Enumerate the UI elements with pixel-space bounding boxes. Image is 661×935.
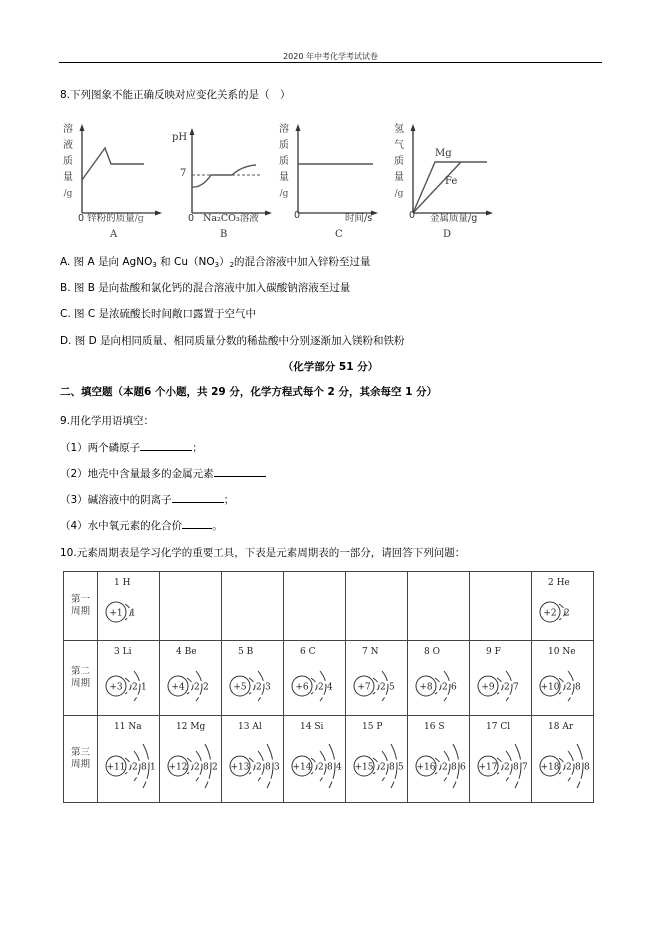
section-subtitle: （化学部分 51 分） bbox=[282, 361, 379, 373]
chart-b-x-arrow bbox=[265, 211, 272, 216]
shell-electron-count: 2 bbox=[132, 762, 138, 773]
shell-electron-count: 2 bbox=[318, 762, 324, 773]
element-cell bbox=[532, 716, 594, 803]
page-header-title: 2020 年中考化学考试试卷 bbox=[283, 52, 378, 61]
shell-electron-count: 6 bbox=[460, 762, 466, 773]
element-cell bbox=[98, 572, 160, 641]
atom-structure-diagram bbox=[408, 641, 470, 716]
nuclear-charge: +18 bbox=[540, 762, 560, 773]
element-cell bbox=[346, 716, 408, 803]
chart-c bbox=[278, 118, 388, 243]
element-cell bbox=[284, 716, 346, 803]
element-name: 4 Be bbox=[176, 647, 197, 657]
shell-electron-count: 7 bbox=[513, 682, 519, 693]
shell-electron-count: 2 bbox=[256, 762, 262, 773]
element-cell bbox=[470, 716, 532, 803]
shell-electron-count: 3 bbox=[265, 682, 271, 693]
atom-structure-diagram bbox=[408, 716, 470, 803]
element-name: 16 S bbox=[424, 722, 445, 732]
q8-option-b: B. 图 B 是向盐酸和氯化钙的混合溶液中加入碳酸钠溶液至过量 bbox=[60, 282, 351, 294]
chart-c-plot bbox=[278, 118, 388, 218]
element-cell bbox=[532, 641, 594, 716]
atom-structure-diagram bbox=[222, 641, 284, 716]
nuclear-charge: +4 bbox=[171, 682, 185, 693]
element-name: 9 F bbox=[486, 647, 501, 657]
atom-structure-diagram bbox=[284, 641, 346, 716]
chart-b-origin: 0 bbox=[188, 213, 195, 224]
chart-d-xlabel: 金属质量/g bbox=[430, 213, 478, 224]
chart-c-xlabel: 时间/s bbox=[345, 213, 373, 224]
shell-electron-count: 7 bbox=[522, 762, 528, 773]
shell-electron-count: 2 bbox=[194, 762, 200, 773]
shell-electron-count: 8 bbox=[584, 762, 590, 773]
chart-d-label-mg: Mg bbox=[435, 148, 452, 159]
empty-cell bbox=[284, 572, 346, 641]
chart-a-x-arrow bbox=[155, 211, 162, 216]
element-name: 8 O bbox=[424, 647, 440, 657]
shell-electron-count: 2 bbox=[504, 762, 510, 773]
element-name: 18 Ar bbox=[548, 722, 574, 732]
q9-item-1: （1）两个磷原子 ； bbox=[60, 442, 203, 454]
q9-item-4: （4）水中氧元素的化合价 。 bbox=[60, 520, 223, 532]
atom-structure-diagram bbox=[346, 716, 408, 803]
shell-electron-count: 2 bbox=[504, 682, 510, 693]
nuclear-charge: +14 bbox=[292, 762, 312, 773]
element-name: 3 Li bbox=[114, 647, 132, 657]
element-cell bbox=[98, 641, 160, 716]
chart-d-line-fe bbox=[413, 162, 461, 213]
element-cell bbox=[160, 716, 222, 803]
nuclear-charge: +11 bbox=[106, 762, 126, 773]
q8-option-c: C. 图 C 是浓硫酸长时间敞口露置于空气中 bbox=[60, 308, 257, 320]
nuclear-charge: +10 bbox=[540, 682, 560, 693]
q10-stem: 10.元素周期表是学习化学的重要工具，下表是元素周期表的一部分，请回答下列问题： bbox=[60, 547, 466, 559]
shell-electron-count: 4 bbox=[327, 682, 333, 693]
shell-electron-count: 3 bbox=[274, 762, 280, 773]
atom-structure-diagram bbox=[532, 716, 594, 803]
element-name: 7 N bbox=[362, 647, 379, 657]
shell-electron-count: 2 bbox=[442, 682, 448, 693]
period-row bbox=[64, 641, 594, 716]
period-row bbox=[64, 572, 594, 641]
shell-electron-count: 2 bbox=[256, 682, 262, 693]
element-name: 11 Na bbox=[114, 722, 142, 732]
shell-electron-count: 8 bbox=[327, 762, 333, 773]
element-name: 13 Al bbox=[238, 722, 262, 732]
chart-a-y-arrow bbox=[80, 124, 85, 131]
chart-a-line bbox=[82, 148, 144, 180]
empty-cell bbox=[160, 572, 222, 641]
element-name: 10 Ne bbox=[548, 647, 576, 657]
nuclear-charge: +1 bbox=[109, 608, 123, 619]
shell-electron-count: 2 bbox=[380, 682, 386, 693]
q8-stem: 8.下列图象不能正确反映对应变化关系的是（ ） bbox=[60, 89, 291, 101]
chart-c-ylabel: 溶 质 质 量 /g bbox=[279, 124, 289, 199]
answer-blank-2[interactable] bbox=[214, 466, 266, 477]
nuclear-charge: +13 bbox=[230, 762, 250, 773]
chart-d-caption: D bbox=[443, 229, 452, 240]
chart-d-y-arrow bbox=[411, 124, 416, 131]
q9-item-2: （2）地壳中含量最多的金属元素 bbox=[60, 466, 266, 481]
element-name: 17 Cl bbox=[486, 722, 511, 732]
answer-blank-1[interactable] bbox=[140, 440, 192, 451]
q8-option-a: A. 图 A 是向 AgNO$_3$ 和 $Cu(NO_3)_2$的混合溶液中加入锌粉至过量 bbox=[60, 256, 371, 269]
chart-b-ylabel: pH bbox=[172, 132, 188, 143]
answer-blank-4[interactable] bbox=[182, 518, 212, 529]
element-cell bbox=[408, 716, 470, 803]
shell-electron-count: 2 bbox=[132, 682, 138, 693]
element-name: 1 H bbox=[114, 578, 131, 588]
chart-c-y-arrow bbox=[296, 124, 301, 131]
atom-structure-diagram bbox=[284, 716, 346, 803]
element-cell bbox=[532, 572, 594, 641]
nuclear-charge: +15 bbox=[354, 762, 374, 773]
element-name: 6 C bbox=[300, 647, 316, 657]
nuclear-charge: +6 bbox=[295, 682, 309, 693]
nuclear-charge: +2 bbox=[543, 608, 557, 619]
shell-electron-count: 2 bbox=[442, 762, 448, 773]
shell-electron-count: 2 bbox=[380, 762, 386, 773]
nuclear-charge: +9 bbox=[481, 682, 495, 693]
atom-structure-diagram bbox=[98, 716, 160, 803]
empty-cell bbox=[408, 572, 470, 641]
shell-electron-count: 2 bbox=[203, 682, 209, 693]
element-cell bbox=[160, 641, 222, 716]
shell-electron-count: 8 bbox=[513, 762, 519, 773]
nuclear-charge: +8 bbox=[419, 682, 433, 693]
period-label: 第二 周期 bbox=[64, 641, 98, 716]
atom-structure-diagram bbox=[98, 641, 160, 716]
shell-electron-count: 4 bbox=[336, 762, 342, 773]
nuclear-charge: +7 bbox=[357, 682, 371, 693]
shell-electron-count: 1 bbox=[141, 682, 147, 693]
nuclear-charge: +5 bbox=[233, 682, 247, 693]
shell-electron-count: 1 bbox=[130, 608, 136, 619]
shell-electron-count: 2 bbox=[564, 608, 570, 619]
shell-electron-count: 2 bbox=[318, 682, 324, 693]
periodic-table bbox=[63, 571, 594, 803]
chart-a-xlabel: 锌粉的质量 bbox=[87, 213, 135, 224]
chart-d bbox=[393, 118, 508, 243]
element-cell bbox=[470, 641, 532, 716]
shell-electron-count: 5 bbox=[389, 682, 395, 693]
period-label: 第一 周期 bbox=[64, 572, 98, 641]
shell-electron-count: 2 bbox=[566, 682, 572, 693]
element-name: 15 P bbox=[362, 722, 383, 732]
element-cell bbox=[222, 716, 284, 803]
shell-electron-count: 5 bbox=[398, 762, 404, 773]
shell-electron-count: 6 bbox=[451, 682, 457, 693]
empty-cell bbox=[470, 572, 532, 641]
empty-cell bbox=[222, 572, 284, 641]
chart-a-caption: A bbox=[110, 229, 118, 240]
nuclear-charge: +3 bbox=[109, 682, 123, 693]
q8-option-d: D. 图 D 是向相同质量、相同质量分数的稀盐酸中分别逐渐加入镁粉和铁粉 bbox=[60, 335, 405, 347]
answer-blank-3[interactable] bbox=[172, 492, 224, 503]
section-title: 二、填空题（本题6 个小题，共 29 分，化学方程式每个 2 分，其余每空 1 分） bbox=[60, 386, 438, 398]
shell-electron-count: 8 bbox=[141, 762, 147, 773]
chart-d-ylabel: 氢 气 质 量 /g bbox=[394, 124, 404, 199]
empty-cell bbox=[346, 572, 408, 641]
shell-electron-count: 8 bbox=[389, 762, 395, 773]
chart-d-label-fe: Fe bbox=[445, 176, 458, 187]
nuclear-charge: +17 bbox=[478, 762, 498, 773]
shell-electron-count: 8 bbox=[203, 762, 209, 773]
shell-electron-count: 8 bbox=[575, 682, 581, 693]
atom-structure-diagram bbox=[532, 641, 594, 716]
atom-structure-diagram bbox=[98, 572, 160, 641]
nuclear-charge: +16 bbox=[416, 762, 436, 773]
element-cell bbox=[346, 641, 408, 716]
element-name: 2 He bbox=[548, 578, 570, 588]
period-label: 第三 周期 bbox=[64, 716, 98, 803]
chart-c-caption: C bbox=[335, 229, 343, 240]
shell-electron-count: 1 bbox=[150, 762, 156, 773]
chart-b-plot bbox=[172, 118, 282, 218]
element-name: 12 Mg bbox=[176, 722, 206, 732]
q9-stem: 9.用化学用语填空： bbox=[60, 415, 155, 427]
atom-structure-diagram bbox=[470, 641, 532, 716]
chart-b-caption: B bbox=[220, 229, 228, 240]
element-name: 14 Si bbox=[300, 722, 324, 732]
element-name: 5 B bbox=[238, 647, 254, 657]
shell-electron-count: 8 bbox=[265, 762, 271, 773]
chart-d-x-arrow bbox=[486, 211, 493, 216]
element-cell bbox=[408, 641, 470, 716]
shell-electron-count: 2 bbox=[194, 682, 200, 693]
atom-structure-diagram bbox=[222, 716, 284, 803]
chart-a-origin: 0 bbox=[78, 213, 85, 224]
chart-c-origin: 0 bbox=[294, 210, 301, 221]
chart-d-origin: 0 bbox=[409, 210, 416, 221]
shell-electron-count: 8 bbox=[451, 762, 457, 773]
element-cell bbox=[222, 641, 284, 716]
header-divider bbox=[59, 62, 602, 63]
chart-b-xlabel: Na₂CO₃溶液 bbox=[203, 213, 259, 224]
chart-b-y-arrow bbox=[190, 128, 195, 135]
q9-item-3: （3）碱溶液中的阴离子 ； bbox=[60, 494, 235, 506]
shell-electron-count: 8 bbox=[575, 762, 581, 773]
chart-a-ylabel: 溶 液 质 量 /g bbox=[63, 124, 73, 199]
shell-electron-count: 2 bbox=[566, 762, 572, 773]
atom-structure-diagram bbox=[160, 716, 222, 803]
chart-d-plot bbox=[393, 118, 508, 218]
shell-electron-count: 2 bbox=[212, 762, 218, 773]
element-cell bbox=[284, 641, 346, 716]
chart-b bbox=[172, 118, 282, 243]
chart-d-line-mg bbox=[413, 162, 487, 213]
chart-b-line bbox=[192, 165, 256, 187]
chart-b-ref-label: 7 bbox=[180, 168, 187, 179]
atom-structure-diagram bbox=[532, 572, 594, 641]
period-row bbox=[64, 716, 594, 803]
atom-structure-diagram bbox=[346, 641, 408, 716]
chart-a-plot bbox=[62, 118, 172, 218]
nuclear-charge: +12 bbox=[168, 762, 188, 773]
atom-structure-diagram bbox=[160, 641, 222, 716]
element-cell bbox=[98, 716, 160, 803]
chart-a: 溶 液 质 量 /g 0 锌粉的质量/g A bbox=[62, 118, 172, 243]
atom-structure-diagram bbox=[470, 716, 532, 803]
